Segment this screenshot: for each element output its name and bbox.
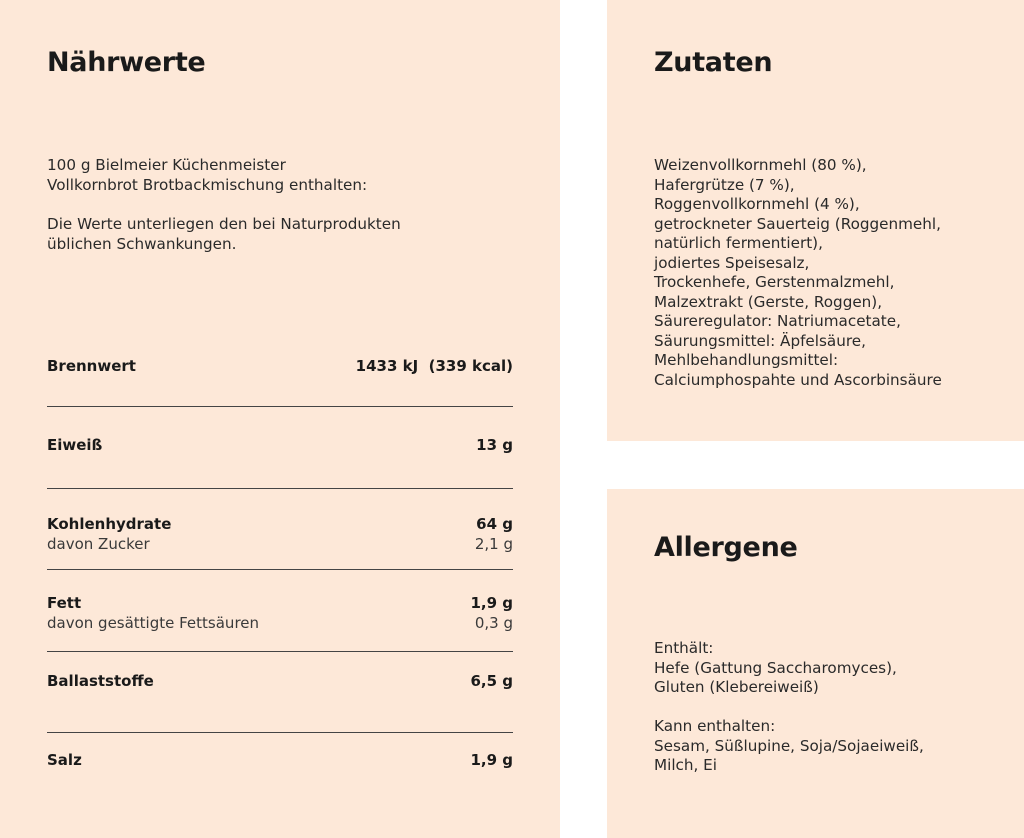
nutrition-label: Kohlenhydrate — [47, 515, 172, 533]
divider — [47, 488, 513, 489]
divider — [47, 651, 513, 652]
divider — [47, 406, 513, 407]
nutrition-sub-label: davon Zucker — [47, 535, 150, 553]
nutrition-label: Eiweiß — [47, 436, 103, 454]
nutrition-note: Die Werte unterliegen den bei Naturprodukten üblichen Schwankungen. — [47, 215, 401, 253]
ingredients-title: Zutaten — [654, 47, 773, 78]
nutrition-title: Nährwerte — [47, 47, 206, 78]
nutrition-value: 1,9 g — [470, 594, 513, 612]
allergens-title: Allergene — [654, 532, 798, 563]
divider — [47, 569, 513, 570]
nutrition-row-salt — [47, 750, 513, 770]
divider — [47, 732, 513, 733]
nutrition-value: 1433 kJ (339 kcal) — [355, 357, 513, 375]
nutrition-sub-value: 0,3 g — [474, 614, 513, 632]
nutrition-label: Ballaststoffe — [47, 672, 154, 690]
ingredients-panel — [607, 0, 1024, 441]
nutrition-row-fiber — [47, 671, 513, 691]
nutrition-row-carbs — [47, 514, 513, 554]
nutrition-row-protein — [47, 435, 513, 455]
nutrition-sub-label: davon gesättigte Fettsäuren — [47, 614, 260, 632]
nutrition-intro: 100 g Bielmeier Küchenmeister Vollkornbrot Brotbackmischung enthalten: — [47, 156, 368, 194]
nutrition-sub-value: 2,1 g — [474, 535, 513, 553]
nutrition-label: Salz — [47, 751, 82, 769]
allergens-panel — [607, 489, 1024, 838]
nutrition-label: Brennwert — [47, 357, 136, 375]
ingredients-list: Weizenvollkornmehl (80 %), Hafergrütze (7 %), Roggenvollkornmehl (4 %), getrockneter Sauerteig (Roggenmehl, natürlich fermentiert), jodiertes Speisesalz, Trockenhefe, Gerstenmalzmehl, Malzextrakt (Gerste, Roggen), Säureregulator: Natriumacetate, Säurungsmittel: Äpfelsäure, Mehlbehandlungsmittel: Calciumphospahte und Ascorbinsäure — [654, 156, 942, 389]
nutrition-row-energy — [47, 356, 513, 376]
allergens-contains: Enthält: Hefe (Gattung Saccharomyces), Gluten (Klebereiweiß) — [654, 639, 897, 696]
nutrition-value: 1,9 g — [470, 751, 513, 769]
nutrition-value: 64 g — [476, 515, 513, 533]
nutrition-label: Fett — [47, 594, 82, 612]
allergens-may-contain: Kann enthalten: Sesam, Süßlupine, Soja/Sojaeiweiß, Milch, Ei — [654, 717, 924, 774]
nutrition-row-fat — [47, 593, 513, 633]
nutrition-value: 13 g — [476, 436, 513, 454]
nutrition-value: 6,5 g — [470, 672, 513, 690]
